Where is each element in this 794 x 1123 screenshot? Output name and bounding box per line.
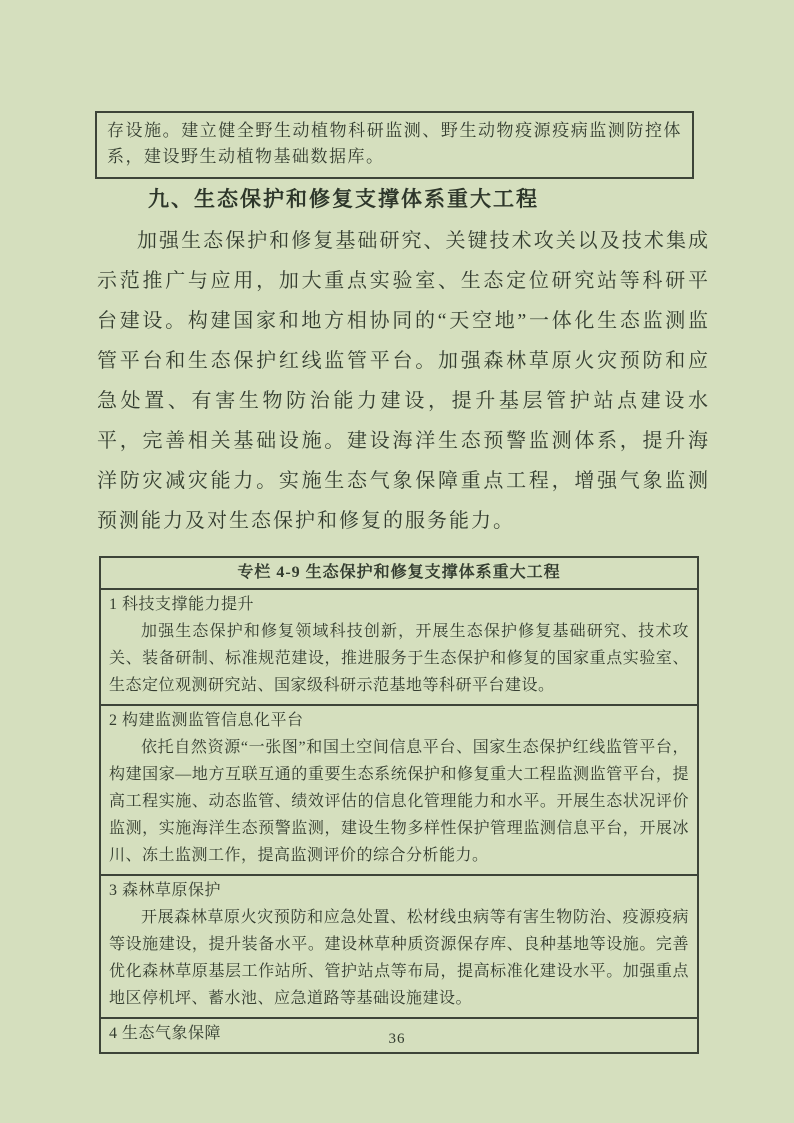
table-title: 专栏 4-9 生态保护和修复支撑体系重大工程 <box>100 557 698 589</box>
table-header-row <box>100 557 698 589</box>
row-4-heading: 4 生态气象保障 <box>109 1025 222 1042</box>
row-1-body: 加强生态保护和修复领域科技创新，开展生态保护修复基础研究、技术攻关、装备研制、标准规范建设，推进服务于生态保护和修复的国家重点实验室、生态定位观测研究站、国家级科研示范基地等科研平台建设。 <box>109 623 689 694</box>
row-2-heading: 2 构建监测监管信息化平台 <box>109 712 304 729</box>
table-row <box>100 705 698 875</box>
row-3-body: 开展森林草原火灾预防和应急处置、松材线虫病等有害生物防治、疫源疫病等设施建设，提升装备水平。建设林草种质资源保存库、良种基地等设施。完善优化森林草原基层工作站所、管护站点等布局，提高标准化建设水平。加强重点地区停机坪、蓄水池、应急道路等基础设施建设。 <box>109 909 689 1007</box>
carryover-text: 存设施。建立健全野生动植物科研监测、野生动物疫源疫病监测防控体系，建设野生动植物基础数据库。 <box>107 121 682 166</box>
table-row <box>100 875 698 1018</box>
row-2-body: 依托自然资源“一张图”和国土空间信息平台、国家生态保护红线监管平台，构建国家—地方互联互通的重要生态系统保护和修复重大工程监测监管平台，提高工程实施、动态监管、绩效评估的信息化管理能力和水平。开展生态状况评价监测，实施海洋生态预警监测，建设生物多样性保护管理监测信息平台，开展冰川、冻土监测工作，提高监测评价的综合分析能力。 <box>109 739 689 864</box>
column-4-9-table <box>99 556 699 1054</box>
row-3-heading: 3 森林草原保护 <box>109 882 222 899</box>
table-row <box>100 589 698 705</box>
carryover-text-box <box>95 111 694 179</box>
row-1-heading: 1 科技支撑能力提升 <box>109 596 255 613</box>
page-number: 36 <box>388 1031 406 1047</box>
section-paragraph: 加强生态保护和修复基础研究、关键技术攻关以及技术集成示范推广与应用，加大重点实验室、生态定位研究站等科研平台建设。构建国家和地方相协同的“天空地”一体化生态监测监管平台和生态保护红线监管平台。加强森林草原火灾预防和应急处置、有害生物防治能力建设，提升基层管护站点建设水平，完善相关基础设施。建设海洋生态预警监测体系，提升海洋防灾减灾能力。实施生态气象保障重点工程，增强气象监测预测能力及对生态保护和修复的服务能力。 <box>97 230 710 532</box>
section-heading: 九、生态保护和修复支撑体系重大工程 <box>148 188 539 211</box>
